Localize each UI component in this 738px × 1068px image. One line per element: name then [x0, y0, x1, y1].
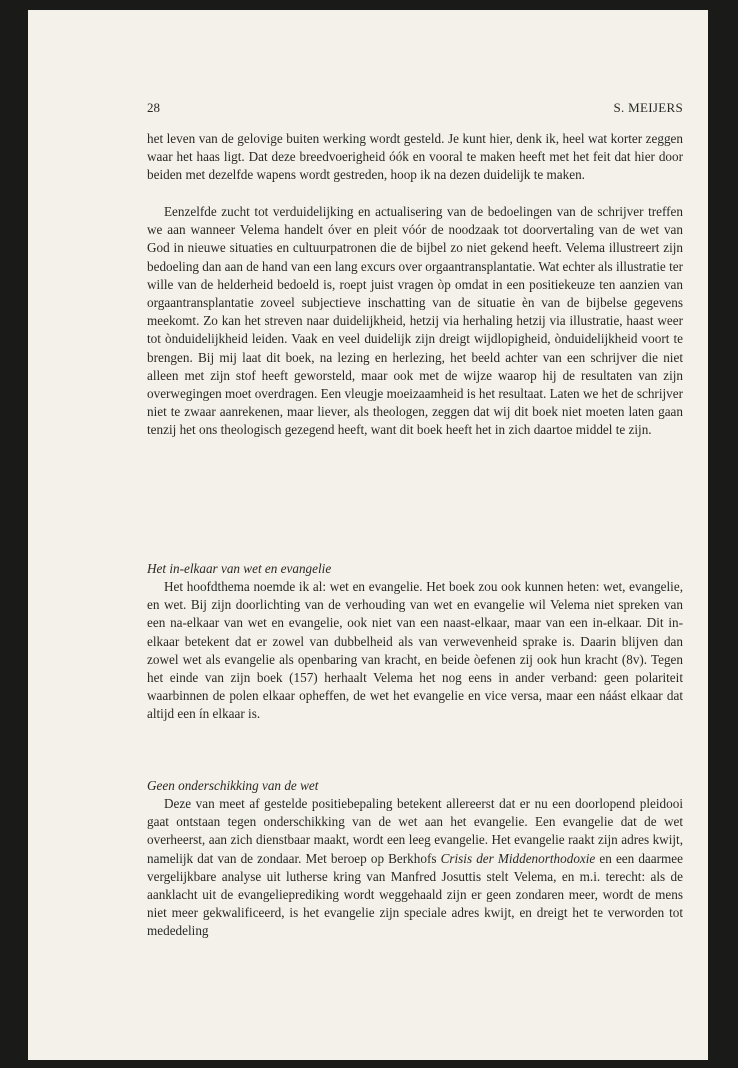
running-head-author: S. MEIJERS	[613, 100, 683, 115]
paragraph-text: Deze van meet af gestelde positiebepaling betekent allereerst dat er nu een doorlopend pleidooi gaat ontstaan tegen onderschikking van de wet aan het evangelie. Een evangelie dat de wet overheerst, aan zich dienstbaar maakt, wordt een leeg evangelie. Het evangelie raakt zijn adres kwijt, namelijk dat van de zondaar. Met beroep op Berkhofs	[147, 796, 683, 866]
paragraph-text: en een daarmee vergelijkbare analyse uit lutherse kring van Manfred Josuttis stelt Velema, en m.i. terecht: als de aanklacht uit de evangelieprediking wordt weggehaald zijn er geen zondaren meer, wordt de mens niet meer gekwalificeerd, is het evangelie zijn speciale adres kwijt, en dreigt het te verworden tot mededeling	[147, 850, 683, 939]
page-number: 28	[147, 100, 160, 115]
paragraph-onderschikking	[147, 795, 683, 941]
book-title: Crisis der Middenorthodoxie	[440, 850, 596, 866]
paragraph-continuation: het leven van de gelovige buiten werking wordt gesteld. Je kunt hier, denk ik, heel wat korter zeggen waar het haas ligt. Dat deze breedvoerigheid óók en vooral te maken heeft met het feit dat hier door beiden met dezelfde wapens wordt gestreden, hoop ik na dezen duidelijk te maken.	[147, 131, 683, 183]
section-heading-onderschikking: Geen onderschikking van de wet	[147, 778, 319, 793]
paragraph-clarification: Eenzelfde zucht tot verduidelijking en actualisering van de bedoelingen van de schrijver treffen we aan wanneer Velema handelt óver en pleit vóór de noodzaak tot doorvertaling van de wet van God in nieuwe situaties en cultuurpatronen die de bijbel zo niet gekend heeft. Velema illustreert zijn bedoeling dan aan de hand van een lang excurs over orgaantransplantatie. Wat echter als illustratie ter wille van de helderheid bedoeld is, roept juist vragen òp omdat in een positiekeuze ten aanzien van orgaantransplantatie zoveel subjectieve inschatting van de situatie èn van de bijbelse gegevens meekomt. Zo kan het streven naar duidelijkheid, hetzij via herhaling hetzij via illustratie, haast weer tot ònduidelijkheid leiden. Vaak en veel duidelijk zijn dreigt wijdlopigheid, ònduidelijkheid voort te brengen. Bij mij laat dit boek, na lezing en herlezing, het beeld achter van een schrijver die niet alleen met zijn stof heeft geworsteld, maar ook met de wijze waarop hij de resultaten van zijn overwegingen moet overdragen. Een vleugje moeizaamheid is het resultaat. Laten we het de schrijver niet te zwaar aanrekenen, maar liever, als theologen, zeggen dat wij dit boek niet moeten laten gaan tenzij het ons theologisch gezegend heeft, want dit boek heeft het in zich daartoe middel te zijn.	[147, 204, 683, 438]
paragraph-main-theme: Het hoofdthema noemde ik al: wet en evangelie. Het boek zou ook kunnen heten: wet, evangelie, en wet. Bij zijn doorlichting van de verhouding van wet en evangelie wil Velema niet spreken van een na-elkaar van wet en evangelie, ook niet van een naast-elkaar, maar van een in-elkaar. Dit in-elkaar betekent dat er zowel van dubbelheid als van verwevenheid sprake is. Daarin blijven dan zowel wet als evangelie als openbaring van kracht, en beide òefenen zij ook hun kracht (8v). Tegen het einde van zijn boek (157) herhaalt Velema het nog eens in ander verband: geen polariteit waarbinnen de polen elkaar opheffen, de wet het evangelie en vice versa, maar een náást elkaar dat altijd een ín elkaar is.	[147, 579, 683, 722]
section-heading-in-elkaar: Het in-elkaar van wet en evangelie	[147, 561, 332, 576]
running-header	[147, 100, 683, 118]
scanned-page	[28, 10, 708, 1062]
scan-border	[0, 1060, 738, 1068]
